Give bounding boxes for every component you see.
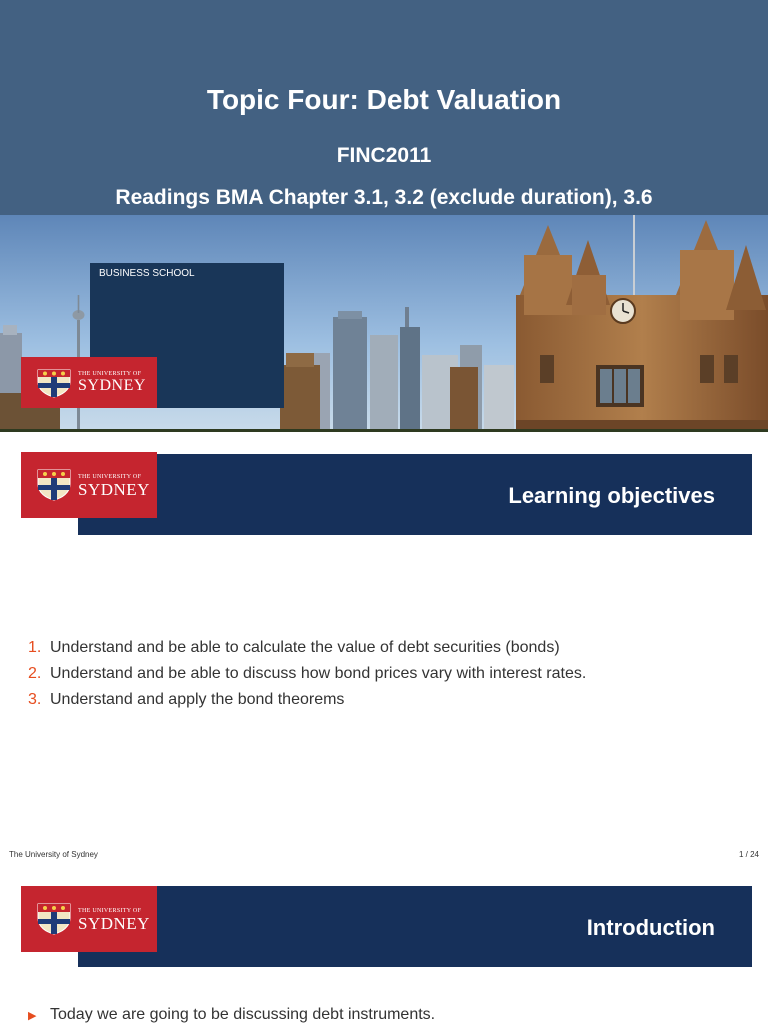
title-slide — [0, 0, 768, 432]
logo-the-university-of: THE UNIVERSITY OF — [78, 908, 142, 914]
logo-sydney: SYDNEY — [78, 480, 150, 499]
slide-footer-institution: The University of Sydney — [9, 850, 98, 859]
university-crest-icon — [36, 468, 72, 502]
logo-the-university-of: THE UNIVERSITY OF — [78, 371, 142, 377]
business-school-label: BUSINESS SCHOOL — [99, 268, 195, 279]
list-item-number: 2. — [28, 665, 42, 682]
slide-header-band — [78, 886, 752, 967]
list-item-text: Understand and apply the bond theorems — [50, 691, 345, 708]
bullet-text: Today we are going to be discussing debt instruments. — [50, 1006, 436, 1023]
university-logo — [21, 886, 157, 952]
list-item-text: Understand and be able to calculate the value of debt securities (bonds) — [50, 639, 560, 656]
logo-sydney: SYDNEY — [78, 914, 150, 933]
university-crest-icon — [36, 902, 72, 936]
objectives-list — [28, 638, 586, 716]
slide-title: Topic Four: Debt Valuation — [206, 84, 562, 115]
slide-introduction — [0, 864, 768, 1024]
list-item — [28, 690, 586, 716]
logo-sydney: SYDNEY — [78, 377, 146, 394]
list-item-number: 3. — [28, 691, 42, 708]
slide-page-number: 1 / 24 — [738, 850, 759, 859]
university-logo — [21, 452, 157, 518]
list-item-number: 1. — [28, 639, 42, 656]
list-item — [28, 664, 586, 690]
slide-header-band — [78, 454, 752, 535]
readings-line: Readings BMA Chapter 3.1, 3.2 (exclude duration), 3.6 — [115, 186, 653, 209]
list-item-text: Understand and be able to discuss how bond prices vary with interest rates. — [50, 665, 587, 682]
university-logo — [21, 357, 157, 408]
university-crest-icon — [36, 368, 72, 398]
slide-header-title: Learning objectives — [508, 483, 715, 508]
bullet-item — [28, 1006, 435, 1024]
logo-the-university-of: THE UNIVERSITY OF — [78, 474, 142, 480]
bullet-triangle-icon: ▶ — [28, 1010, 37, 1022]
slide-header-title: Introduction — [586, 915, 715, 940]
course-code: FINC2011 — [336, 144, 432, 167]
list-item — [28, 638, 586, 664]
